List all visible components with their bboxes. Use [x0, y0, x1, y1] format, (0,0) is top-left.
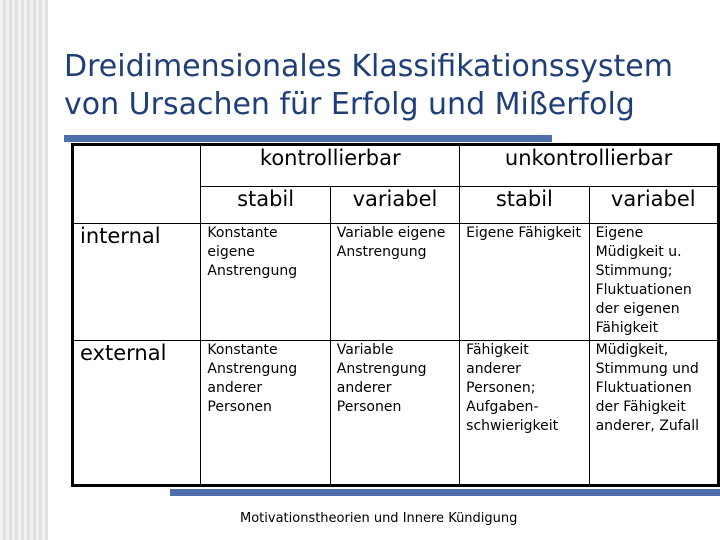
table-cell: Variable eigene Anstrengung	[330, 224, 459, 341]
table-cell: Fähigkeit anderer Personen; Aufgaben-schwierigkeit	[460, 341, 589, 486]
header-variabel-2: variabel	[589, 187, 718, 224]
table-cell: Eigene Fähigkeit	[460, 224, 589, 341]
title-underline-rule	[64, 135, 552, 142]
header-stabil-1: stabil	[201, 187, 330, 224]
corner-cell	[73, 145, 201, 224]
header-unkontrollierbar: unkontrollierbar	[460, 145, 719, 187]
header-variabel-1: variabel	[330, 187, 459, 224]
classification-table	[71, 143, 720, 487]
slide-footer: Motivationstheorien und Innere Kündigung	[240, 511, 518, 526]
decorative-stripes	[0, 0, 48, 540]
slide-title	[64, 48, 714, 124]
slide-title-line-1: Dreidimensionales Klassifikationssystem	[64, 49, 673, 84]
table-cell: Konstante Anstrengung anderer Personen	[201, 341, 330, 486]
table-row-external	[73, 341, 719, 486]
table-row-internal	[73, 224, 719, 341]
table-cell: Konstante eigene Anstrengung	[201, 224, 330, 341]
header-stabil-2: stabil	[460, 187, 589, 224]
table-cell: Variable Anstrengung anderer Personen	[330, 341, 459, 486]
row-label-internal: internal	[73, 224, 201, 341]
header-kontrollierbar: kontrollierbar	[201, 145, 460, 187]
slide-title-line-2: von Ursachen für Erfolg und Mißerfolg	[64, 87, 635, 122]
header-row-controllability	[73, 145, 719, 187]
footer-rule	[170, 489, 720, 496]
table-cell: Eigene Müdigkeit u. Stimmung; Fluktuationen der eigenen Fähigkeit	[589, 224, 718, 341]
row-label-external: external	[73, 341, 201, 486]
table-cell: Müdigkeit, Stimmung und Fluktuationen der Fähigkeit anderer, Zufall	[589, 341, 718, 486]
